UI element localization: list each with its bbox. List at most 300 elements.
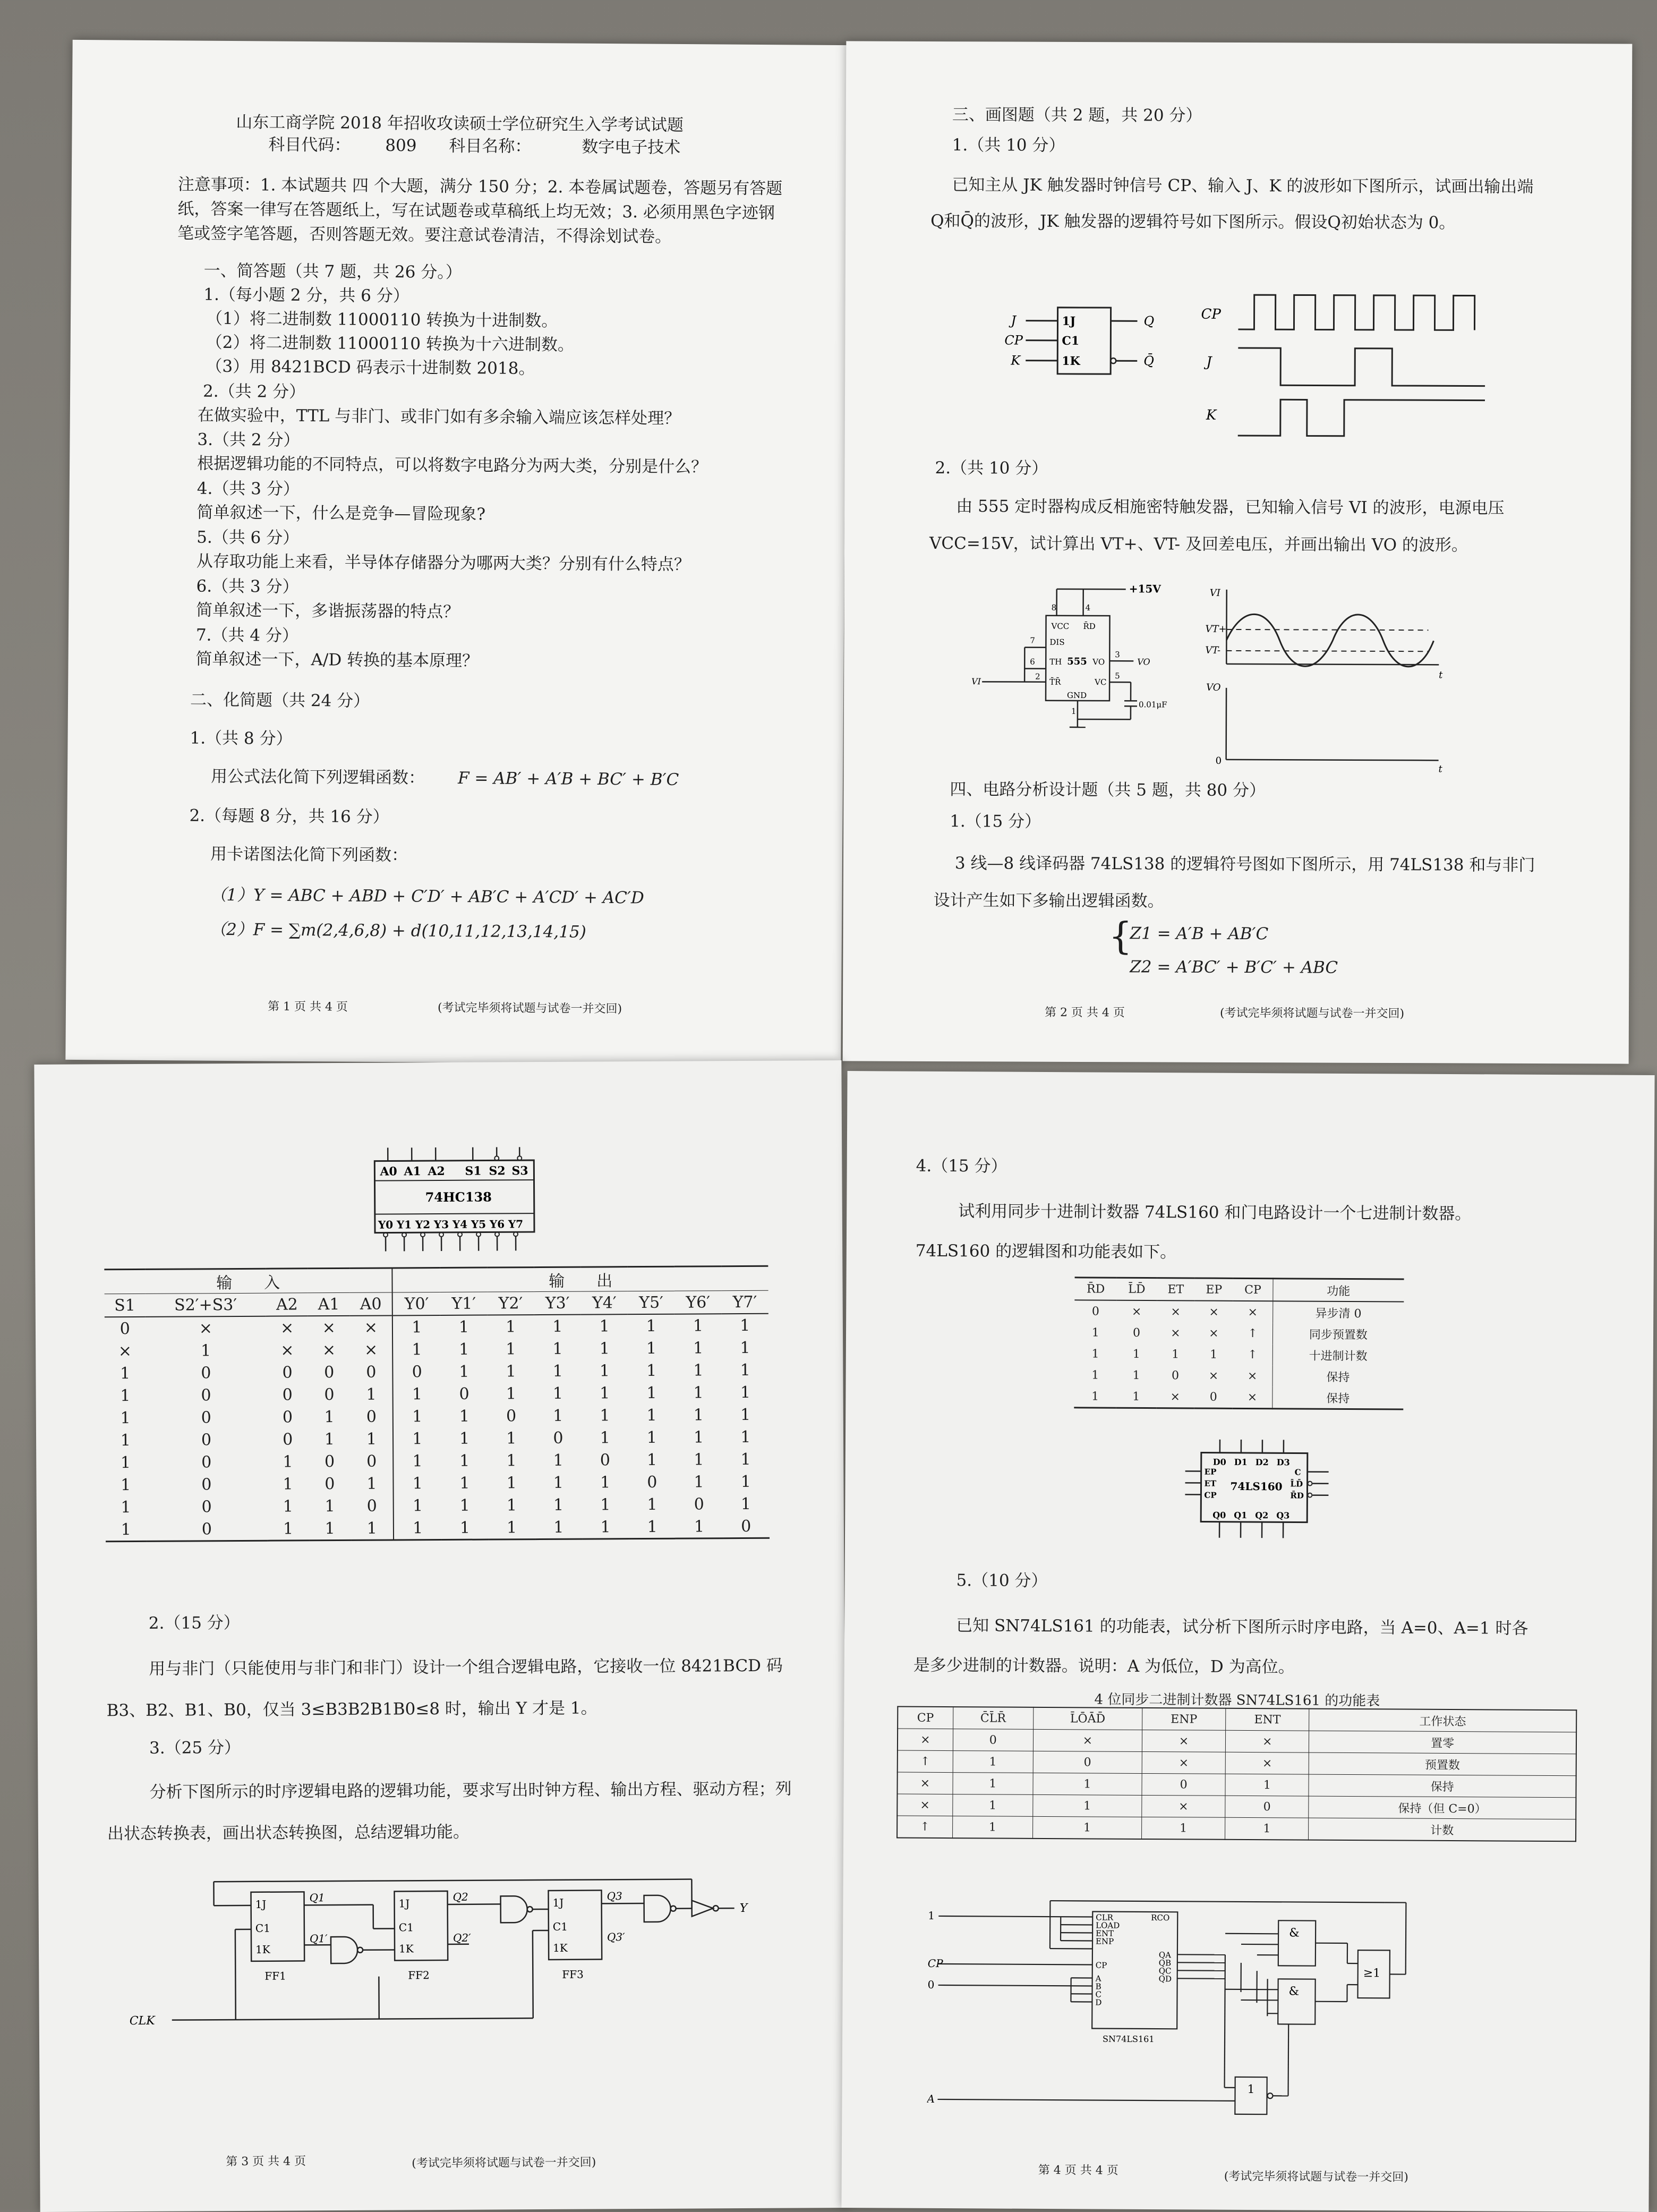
table-cell: 0 (722, 1515, 770, 1538)
t161-header: 工作状态 (1309, 1709, 1576, 1732)
table-cell: 1 (309, 1428, 351, 1450)
s2q1-heading: 1.（共 8 分） (190, 726, 292, 751)
p3q3-heading: 3.（25 分） (149, 1735, 241, 1760)
svg-text:7: 7 (1030, 636, 1035, 645)
wave-k-label: K (1206, 407, 1217, 423)
table-cell: 0 (1074, 1300, 1117, 1322)
wave-j (1238, 348, 1485, 386)
q6-heading: 6.（共 3 分） (196, 574, 298, 599)
table-row (106, 1515, 770, 1542)
truth-table-header: Y4′ (581, 1291, 628, 1315)
truth-table-header: Y0′ (392, 1292, 440, 1315)
table-row (105, 1337, 768, 1363)
chip138-pin-s1: S1 (465, 1164, 481, 1178)
svg-text:6: 6 (1030, 657, 1035, 667)
footer-page: 第 4 页 共 4 页 (1038, 2161, 1118, 2178)
table-cell: × (266, 1339, 308, 1361)
table-cell: 1 (722, 1448, 770, 1470)
p3q3-text: 分析下图所示的时序逻辑电路的逻辑功能，要求写出时钟方程、输出方程、驱动方程；列出状态转换表，画出状态转换图，总结逻辑功能。 (107, 1768, 798, 1854)
table-cell: 0 (267, 1406, 309, 1428)
c555-cap-label: 0.01μF (1139, 700, 1167, 709)
section3-heading: 三、画图题（共 2 题，共 20 分） (952, 103, 1202, 128)
table-cell: × (1142, 1751, 1226, 1774)
wave-t2-label: t (1439, 763, 1443, 775)
table-cell: 1 (267, 1473, 309, 1495)
table-cell: 1 (534, 1360, 581, 1382)
table-cell: 1 (1156, 1343, 1194, 1365)
chip138-name: 74HC138 (425, 1189, 492, 1205)
p4q5-text2: 是多少进制的计数器。说明：A 为低位，D 为高位。 (913, 1653, 1295, 1680)
t161-header: L̄ŌĀD̄ (1033, 1707, 1142, 1730)
jk-cp-label: CP (1004, 333, 1023, 347)
table-cell: × (1194, 1322, 1233, 1343)
chip160-name: 74LS160 (1230, 1480, 1282, 1493)
table-cell: 1 (351, 1472, 394, 1494)
footer-note: (考试完毕须将试题与试卷一并交回) (412, 2153, 596, 2171)
table-cell: 1 (1074, 1385, 1116, 1408)
table-sn74ls161-function (896, 1706, 1577, 1842)
table-cell: × (1033, 1729, 1142, 1751)
table-cell: 1 (1032, 1816, 1141, 1839)
table-cell: × (1142, 1730, 1226, 1752)
table-cell: 0 (146, 1518, 267, 1542)
table-cell: × (350, 1315, 393, 1338)
and-gate-2-label: & (1288, 1985, 1299, 1998)
table-cell: 0 (267, 1383, 309, 1406)
table-cell: 1 (309, 1495, 351, 1517)
brace-icon: { (1108, 917, 1132, 955)
ff2-qn: Q2′ (453, 1932, 471, 1944)
table-row (105, 1359, 768, 1385)
p4q4-text1: 试利用同步十进制计数器 74LS160 和门电路设计一个七进制计数器。 (958, 1199, 1471, 1226)
table-cell: 0 (488, 1405, 534, 1427)
table-cell: 1 (441, 1427, 488, 1450)
c555-in-label: VI (971, 676, 981, 686)
s2q2-part2: （2）F = ∑m(2,4,6,8) + d(10,11,12,13,14,15) (210, 917, 586, 945)
table-cell: 1 (351, 1427, 394, 1450)
table-cell: ↑ (1233, 1344, 1272, 1365)
q1-part1: （1）将二进制数 11000110 转换为十进制数。 (206, 307, 558, 334)
vi-sine-wave (1226, 614, 1433, 667)
table-74ls160-function (1074, 1277, 1404, 1410)
table-row (1074, 1343, 1404, 1366)
table-cell: 1 (674, 1314, 721, 1337)
ff1-qn: Q1′ (310, 1932, 328, 1945)
truth-table-header: Y6′ (674, 1291, 721, 1314)
table-cell: 1 (440, 1315, 487, 1338)
table-cell: 1 (1116, 1343, 1156, 1365)
table-cell: 1 (267, 1517, 309, 1541)
c161-pin-c: C (1095, 1990, 1101, 2000)
table-cell: 保持 (1272, 1386, 1404, 1409)
jk-flipflop-symbol (1004, 275, 1185, 403)
table-cell: × (145, 1316, 266, 1340)
q4-heading: 4.（共 3 分） (197, 477, 300, 501)
table-cell: 1 (106, 1518, 147, 1542)
q5-heading: 5.（共 6 分） (197, 525, 299, 550)
s2q2-text: 用卡诺图法化简下列函数： (210, 842, 408, 868)
ff2-j: 1J (399, 1897, 410, 1910)
ff3-k: 1K (553, 1942, 568, 1954)
table-cell: 1 (629, 1516, 676, 1539)
c161-pin-b: B (1096, 1982, 1101, 1992)
table-cell: 1 (953, 1773, 1033, 1795)
table-cell: 0 (146, 1384, 267, 1407)
chip138-pin-y4: Y4 (452, 1218, 467, 1231)
table-cell: 1 (393, 1405, 441, 1427)
t161-header: ENP (1142, 1708, 1226, 1730)
t161-header: ENT (1226, 1708, 1309, 1731)
table-cell: 1 (675, 1337, 722, 1359)
table-row (105, 1448, 769, 1474)
ff1-c: C1 (255, 1922, 270, 1935)
jk-q-label: Q (1143, 313, 1154, 328)
table-cell: 0 (1116, 1322, 1156, 1343)
table-cell: × (1233, 1301, 1273, 1323)
table-cell: 保持（但 C=0） (1309, 1796, 1576, 1819)
q1-part2: （2）将二进制数 11000110 转换为十六进制数。 (206, 330, 575, 358)
truth-table-header: A0 (349, 1292, 392, 1316)
table-cell: 1 (675, 1359, 722, 1381)
table-cell: 1 (535, 1494, 582, 1516)
table-cell: 1 (535, 1449, 582, 1471)
ff3-c: C1 (553, 1920, 568, 1933)
table-cell: 1 (1225, 1774, 1309, 1796)
table-cell: 0 (350, 1405, 393, 1427)
table-cell: × (898, 1729, 953, 1751)
table-cell: 1 (535, 1471, 582, 1494)
table-cell: 1 (393, 1427, 441, 1450)
chip138-pin-y0: Y0 (378, 1218, 393, 1231)
table-cell: 1 (105, 1451, 146, 1474)
table-cell: 计数 (1309, 1818, 1576, 1841)
s2q1-text: 用公式法化简下列逻辑函数： (211, 764, 425, 790)
table-cell: 1 (676, 1448, 722, 1470)
table-cell: × (1156, 1322, 1194, 1343)
c161-pin-ent: ENT (1096, 1929, 1114, 1938)
exam-page-4 (841, 1071, 1654, 2212)
c161-one-label: 1 (928, 1909, 935, 1922)
q4-text: 简单叙述一下，什么是竞争—冒险现象? (197, 500, 485, 527)
chip160-et: ET (1205, 1479, 1217, 1488)
svg-text:5: 5 (1115, 671, 1120, 680)
q1-heading: 1.（每小题 2 分，共 6 分） (203, 283, 409, 309)
s2q2-heading: 2.（每题 8 分，共 16 分） (189, 803, 389, 829)
table-cell: 1 (441, 1360, 488, 1383)
table-cell: 1 (582, 1516, 629, 1539)
footer-page: 第 1 页 共 4 页 (268, 998, 348, 1015)
table-cell: 1 (441, 1494, 488, 1517)
table-cell: 0 (267, 1361, 309, 1383)
footer-page: 第 3 页 共 4 页 (226, 2152, 306, 2169)
table-cell: 0 (582, 1449, 628, 1471)
table-cell: 1 (394, 1517, 441, 1540)
table-cell: 1 (1074, 1343, 1117, 1364)
table-cell: 预置数 (1309, 1752, 1576, 1776)
truth-table-header: Y7′ (721, 1290, 768, 1314)
table-row (1074, 1322, 1404, 1345)
table-row (105, 1426, 769, 1452)
table-cell: 1 (1141, 1817, 1225, 1839)
z2-formula: Z2 = A′BC′ + B′C′ + ABC (1130, 955, 1338, 980)
table-cell: 1 (105, 1407, 146, 1429)
table-cell: 1 (676, 1515, 722, 1538)
jk-c1-label: C1 (1062, 334, 1079, 348)
ff3-q: Q3 (607, 1890, 622, 1902)
wave-vi-label: VI (1210, 588, 1221, 599)
chip160-d0: D0 (1213, 1457, 1226, 1467)
table-cell: × (1142, 1795, 1226, 1817)
q2-text: 在做实验中，TTL 与非门、或非门如有多余输入端应该怎样处理？ (198, 403, 681, 431)
table-cell: 1 (488, 1471, 535, 1494)
or-gate-label: ≥1 (1363, 1967, 1381, 1980)
truth-table-header: Y3′ (534, 1291, 580, 1315)
c161-pin-cp: CP (1096, 1961, 1107, 1970)
chip138-pin-y3: Y3 (433, 1218, 449, 1231)
z1-formula: Z1 = A′B + AB′C (1130, 921, 1268, 946)
jk-k-label: K (1010, 353, 1021, 368)
chip160-q0: Q0 (1212, 1510, 1226, 1520)
section2-heading: 二、化简题（共 24 分） (190, 688, 370, 713)
table-cell: 1 (488, 1360, 534, 1382)
table-cell: 1 (394, 1472, 441, 1494)
table-cell: 1 (105, 1429, 146, 1451)
table-cell: 1 (393, 1383, 441, 1405)
table-cell: 1 (722, 1381, 769, 1403)
table-cell: 异步清 0 (1272, 1301, 1404, 1323)
c555-vc-pin: VC (1094, 677, 1106, 687)
c161-zero-label: 0 (928, 1978, 935, 1991)
ff2-name: FF2 (408, 1969, 430, 1981)
svg-text:8: 8 (1052, 603, 1057, 612)
table-cell: 1 (441, 1450, 488, 1472)
table-cell: 1 (350, 1383, 393, 1405)
table-row (1074, 1385, 1403, 1409)
table-cell: 1 (441, 1405, 488, 1427)
c161-chip-name: SN74LS161 (1103, 2034, 1155, 2045)
table-row (105, 1470, 769, 1496)
c555-tr-pin: T̄R̄ (1049, 677, 1061, 687)
table-cell: × (1157, 1300, 1195, 1322)
chip160-d1: D1 (1234, 1457, 1248, 1467)
chip138-pin-y5: Y5 (471, 1218, 486, 1231)
table-cell: 1 (535, 1516, 582, 1539)
table-cell: 1 (351, 1517, 394, 1540)
table-cell: 0 (146, 1473, 267, 1496)
truth-table-output-group: 输 出 (392, 1266, 768, 1292)
wave-vtm-label: VT- (1205, 645, 1220, 656)
table-cell: 1 (488, 1427, 535, 1449)
table-cell: 0 (308, 1361, 350, 1383)
chip160-q3: Q3 (1276, 1510, 1289, 1520)
table-cell: 1 (309, 1406, 351, 1428)
t161-header: CP (898, 1707, 953, 1729)
chip-74hc138-symbol (358, 1147, 550, 1254)
c161-pin-qd: QD (1159, 1974, 1172, 1984)
table-cell: 十进制计数 (1272, 1344, 1404, 1366)
table-cell: × (266, 1316, 308, 1339)
table-cell: 1 (581, 1359, 628, 1382)
table-cell: 1 (628, 1337, 674, 1359)
subject-name: 数字电子技术 (582, 135, 680, 160)
wave-cp (1238, 295, 1474, 330)
table-cell: 0 (309, 1383, 351, 1406)
p4q5-heading: 5.（10 分） (956, 1568, 1047, 1593)
timer-555-waveforms (1205, 584, 1450, 777)
table-cell: 0 (309, 1450, 351, 1473)
table-cell: 1 (534, 1338, 581, 1360)
s2q1-formula: F = AB′ + A′B + BC′ + B′C (458, 766, 679, 792)
ff3-qn: Q3′ (607, 1930, 625, 1943)
table-cell: 0 (146, 1495, 267, 1518)
table-cell: 1 (309, 1517, 351, 1541)
c555-vo-pin: VO (1092, 657, 1105, 667)
table-cell: 1 (106, 1496, 147, 1518)
subject-code-label: 科目代码： (268, 133, 351, 158)
jk-j-label: J (1008, 313, 1017, 328)
table-cell: 0 (676, 1493, 722, 1515)
c161-pin-load: LOAD (1096, 1921, 1120, 1930)
c161-a-label: A (927, 2092, 935, 2105)
table-cell: 1 (488, 1516, 535, 1539)
c161-pin-d: D (1095, 1998, 1101, 2007)
table-cell: 1 (488, 1449, 535, 1471)
p4q4-text2: 74LS160 的逻辑图和功能表如下。 (916, 1239, 1177, 1265)
table-cell: 1 (582, 1426, 628, 1449)
chip-74ls160-symbol (1169, 1439, 1339, 1541)
table-cell: 0 (1194, 1386, 1233, 1408)
table-cell: 0 (351, 1450, 394, 1472)
table-cell: ↑ (1233, 1323, 1272, 1344)
table-cell: 0 (105, 1317, 146, 1340)
table-cell: 1 (675, 1403, 722, 1426)
sn74ls161-circuit-diagram (927, 1884, 1512, 2121)
footer-page: 第 2 页 共 4 页 (1045, 1003, 1125, 1020)
table-cell: 1 (441, 1517, 488, 1540)
truth-table-header: Y1′ (440, 1292, 487, 1315)
t160-header: ET (1157, 1278, 1195, 1301)
q5-text: 从存取功能上来看，半导体存储器分为哪两大类？分别有什么特点？ (197, 549, 690, 577)
clk-label: CLK (130, 2014, 156, 2028)
table-cell: × (1226, 1730, 1309, 1752)
table-cell: 1 (1194, 1343, 1233, 1365)
wave-vo-label: VO (1206, 682, 1221, 693)
table-cell: 1 (953, 1751, 1033, 1773)
table-cell: 0 (1156, 1365, 1194, 1386)
truth-table-header: Y5′ (628, 1291, 674, 1314)
exam-page-1 (65, 40, 848, 1065)
c555-th-pin: TH (1049, 657, 1062, 667)
table-cell: 0 (1033, 1751, 1142, 1773)
chip160-d2: D2 (1255, 1457, 1269, 1467)
c161-pin-qb: QB (1159, 1958, 1171, 1968)
chip138-pin-a1: A1 (403, 1164, 421, 1178)
svg-text:2: 2 (1035, 672, 1040, 682)
table-cell: 1 (628, 1449, 675, 1471)
table-cell: 1 (582, 1404, 628, 1426)
table-cell: 1 (267, 1495, 309, 1517)
table-cell: × (350, 1338, 393, 1360)
ff3-name: FF3 (562, 1968, 584, 1981)
table-cell: × (1233, 1365, 1272, 1386)
table-cell: 0 (146, 1451, 267, 1474)
jk-1j-label: 1J (1062, 314, 1075, 328)
table-cell: 0 (267, 1428, 309, 1450)
table-cell: × (308, 1339, 350, 1361)
q7-heading: 7.（共 4 分） (196, 623, 298, 648)
chip160-d3: D3 (1277, 1457, 1290, 1467)
p4q4-heading: 4.（15 分） (916, 1154, 1007, 1179)
table-cell: 1 (1033, 1794, 1142, 1817)
c161-pin-enp: ENP (1096, 1937, 1114, 1946)
table-cell: 1 (628, 1426, 675, 1449)
c161-pin-qc: QC (1159, 1966, 1172, 1976)
table-cell: 0 (1225, 1796, 1309, 1818)
truth-table-header: S2′+S3′ (145, 1293, 266, 1317)
y-output-label: Y (740, 1902, 749, 1915)
table-row (898, 1750, 1576, 1776)
jk-qbar-label: Q̄ (1143, 353, 1154, 368)
table-cell: 0 (350, 1360, 393, 1383)
c555-out-label: VO (1137, 657, 1150, 667)
t160-header: EP (1195, 1278, 1233, 1301)
table-cell: 0 (309, 1473, 351, 1495)
table-cell: 1 (488, 1382, 534, 1405)
table-cell: 1 (1116, 1365, 1156, 1386)
table-cell: ↑ (897, 1816, 952, 1838)
jk-1k-label: 1K (1062, 354, 1080, 368)
table-row (106, 1493, 770, 1519)
table-cell: 1 (441, 1338, 488, 1360)
exam-page-3 (34, 1060, 847, 2212)
table-cell: × (897, 1772, 952, 1794)
table-cell: 1 (628, 1404, 675, 1426)
c161-cp-label: CP (928, 1957, 943, 1970)
table-cell: 1 (267, 1450, 309, 1473)
table-cell: 1 (722, 1403, 769, 1426)
q1-part3: （3）用 8421BCD 码表示十进制数 2018。 (206, 354, 535, 381)
sequential-circuit-diagram (129, 1858, 767, 2057)
p3q2-text: 用与非门（只能使用与非门和非门）设计一个组合逻辑电路，它接收一位 8421BCD 码 B3、B2、B1、B0，仅当 3≤B3B2B1B0≤8 时，输出 Y 才是 1。 (106, 1645, 797, 1731)
table-cell: 1 (392, 1338, 440, 1360)
t160-header: 功能 (1273, 1279, 1404, 1302)
table-cell: 1 (722, 1426, 770, 1448)
s3q2-text1: 由 555 定时器构成反相施密特触发器，已知输入信号 VI 的波形，电源电压 (956, 494, 1504, 521)
c555-rd-pin: R̄D (1083, 622, 1095, 631)
table-row (105, 1403, 769, 1430)
table-cell: 1 (1116, 1386, 1156, 1408)
table-cell: 1 (722, 1470, 770, 1493)
table-cell: 0 (146, 1362, 267, 1384)
table-cell: 0 (1142, 1773, 1226, 1796)
exam-title: 山东工商学院 2018 年招收攻读硕士学位研究生入学考试试题 (72, 109, 847, 139)
table-cell: 1 (392, 1315, 440, 1338)
c555-gnd-pin: GND (1067, 691, 1087, 700)
footer-note: (考试完毕须将试题与试卷一并交回) (1220, 1004, 1404, 1021)
table-cell: 1 (105, 1474, 146, 1496)
table-cell: × (1225, 1752, 1309, 1774)
wave-cp-label: CP (1201, 307, 1222, 322)
q7-text: 简单叙述一下，A/D 转换的基本原理？ (195, 647, 479, 674)
c555-vcc-supply: +15V (1129, 582, 1161, 595)
truth-table-header: A1 (308, 1292, 350, 1316)
table-cell: × (308, 1316, 350, 1339)
table-row (897, 1772, 1576, 1798)
table-cell: 1 (721, 1314, 768, 1337)
svg-text:3: 3 (1115, 650, 1120, 659)
table-cell: 0 (535, 1427, 582, 1449)
chip160-rd: R̄D (1290, 1491, 1304, 1501)
